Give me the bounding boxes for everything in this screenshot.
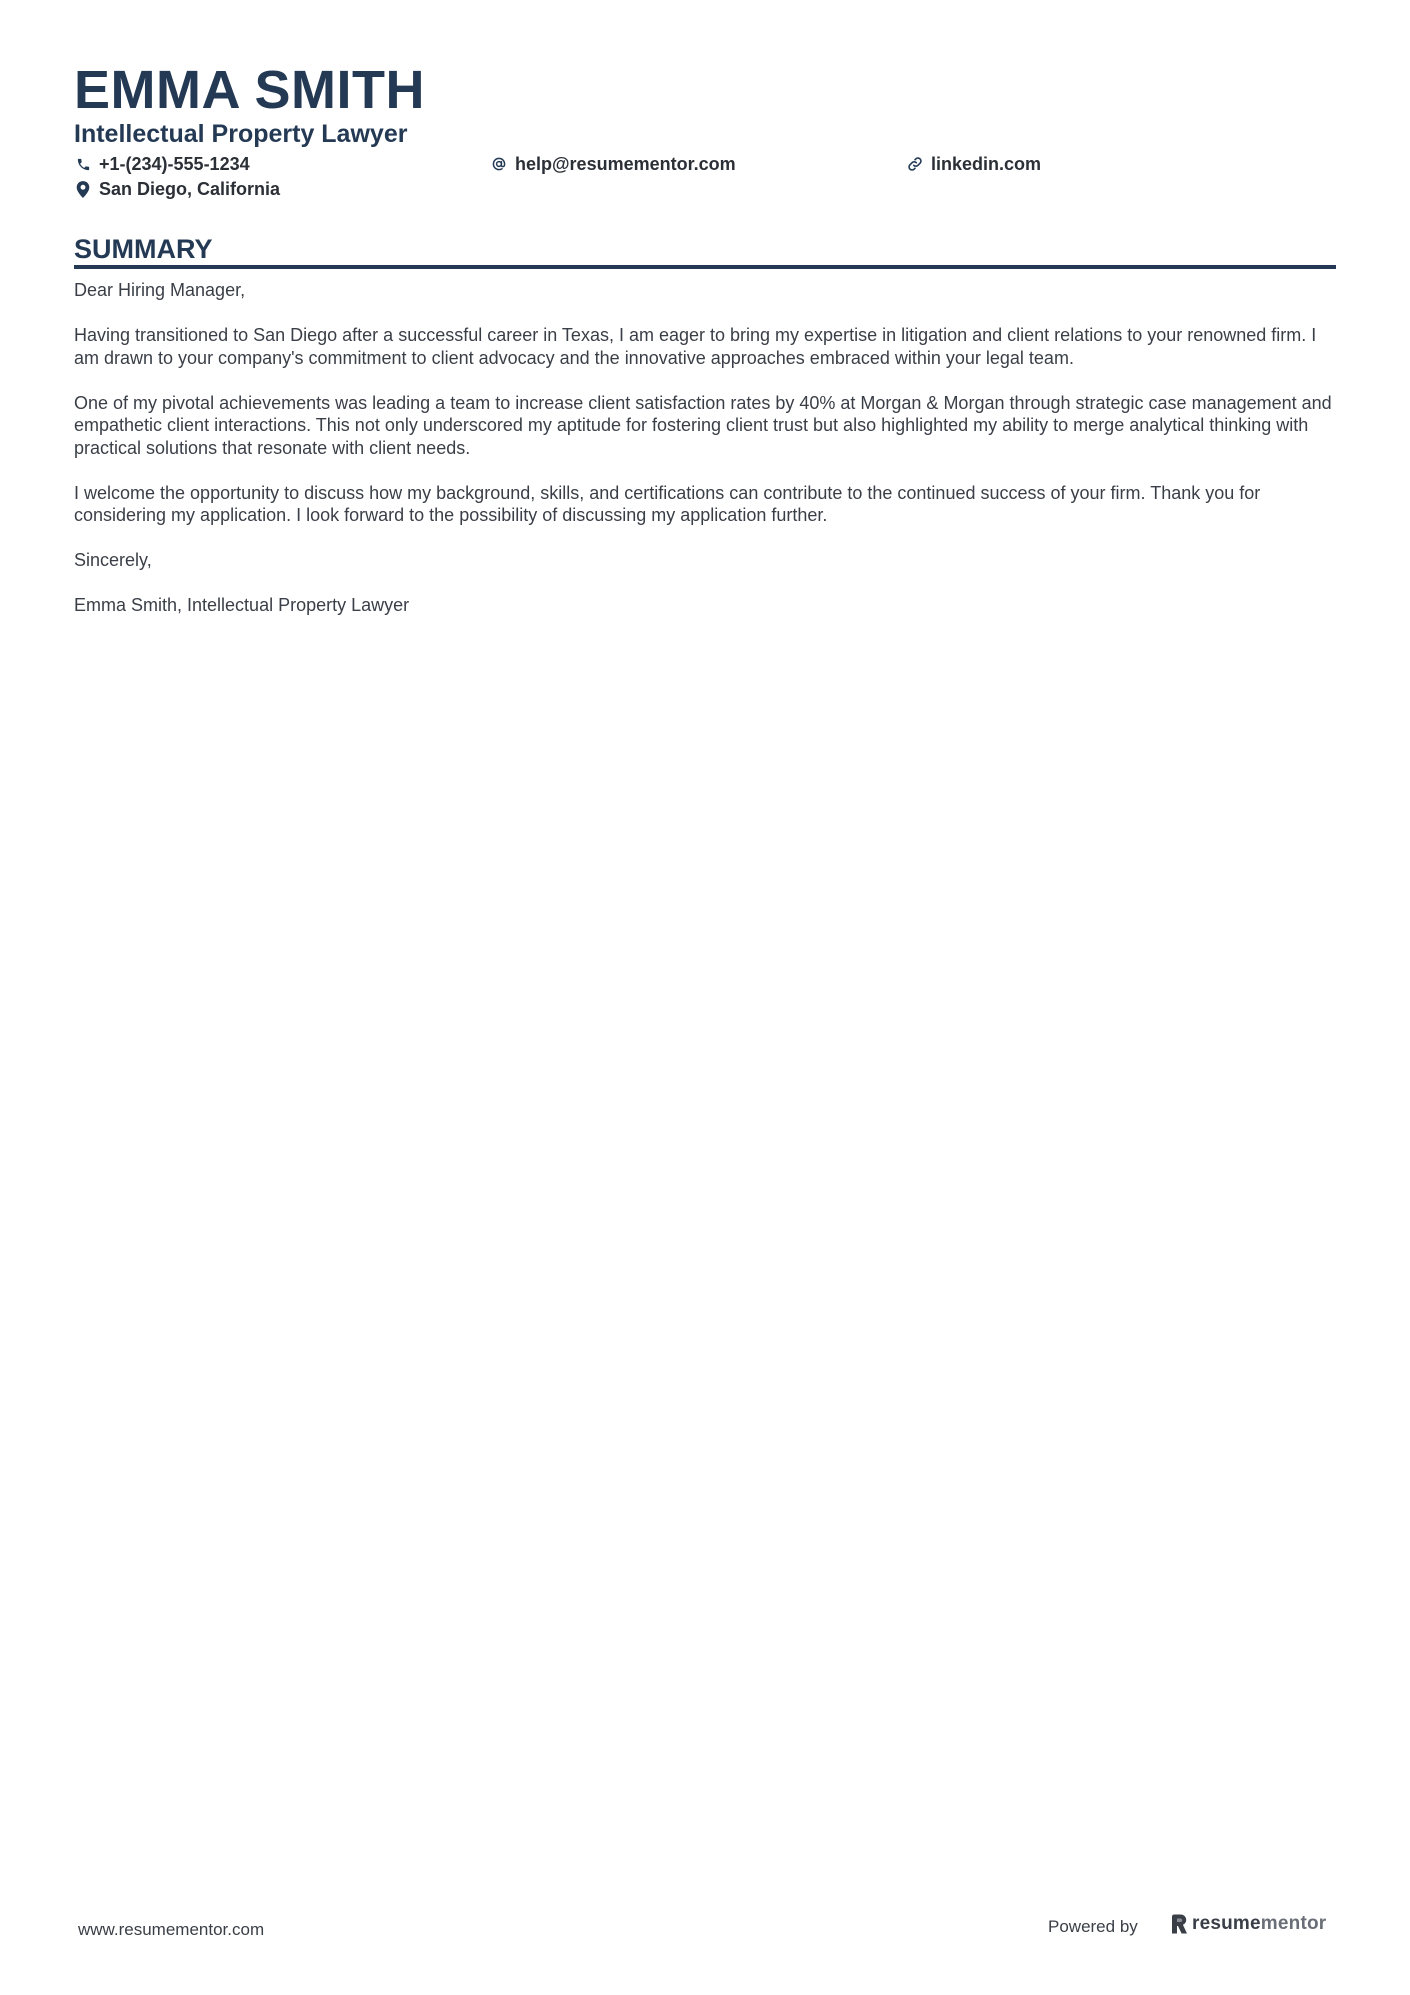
brand-light: mentor [1260,1913,1327,1934]
phone-text: +1-(234)-555-1234 [99,154,250,174]
summary-heading: SUMMARY [74,234,213,264]
phone-icon [74,155,92,173]
map-pin-icon [74,180,92,198]
brand-wordmark [1192,1913,1326,1935]
letter-body [74,279,1336,639]
closing: Sincerely, [74,550,152,570]
letter-paragraph: One of my pivotal achievements was leading a team to increase client satisfaction rates by 40% at Morgan & Morgan through strategic case management and empathetic client interactions. This not only underscored my aptitude for fostering client trust but also highlighted my ability to merge analytical thinking with practical solutions that resonate with client needs. [74,392,1332,458]
link-icon [906,155,924,173]
at-sign-icon [490,155,508,173]
salutation: Dear Hiring Manager, [74,280,246,300]
footer-url[interactable]: www.resumementor.com [78,1920,265,1939]
contact-phone [74,152,250,176]
signature: Emma Smith, Intellectual Property Lawyer [74,595,410,615]
section-divider [74,265,1336,269]
resumementor-logo-icon [1171,1914,1188,1934]
footer-powered-by: Powered by [1048,1917,1138,1936]
letter-paragraph: Having transitioned to San Diego after a successful career in Texas, I am eager to bring my expertise in litigation and client relations to your renowned firm. I am drawn to your company's commitment to client advocacy and the innovative approaches embraced within your legal team. [74,325,1317,368]
candidate-name: EMMA SMITH [74,60,425,120]
email-text[interactable]: help@resumementor.com [515,154,736,174]
contact-location [74,177,280,201]
candidate-title: Intellectual Property Lawyer [74,120,408,148]
letter-paragraph: I welcome the opportunity to discuss how my background, skills, and certifications can contribute to the continued success of your firm. Thank you for considering my application. I look forward to the possibility of discussing my application further. [74,482,1261,525]
brand-bold: resume [1192,1913,1261,1934]
footer-brand-logo[interactable] [1171,1913,1326,1935]
contact-linkedin [906,152,1041,176]
contact-email [490,152,736,176]
location-text: San Diego, California [99,179,281,199]
linkedin-text[interactable]: linkedin.com [931,154,1042,174]
